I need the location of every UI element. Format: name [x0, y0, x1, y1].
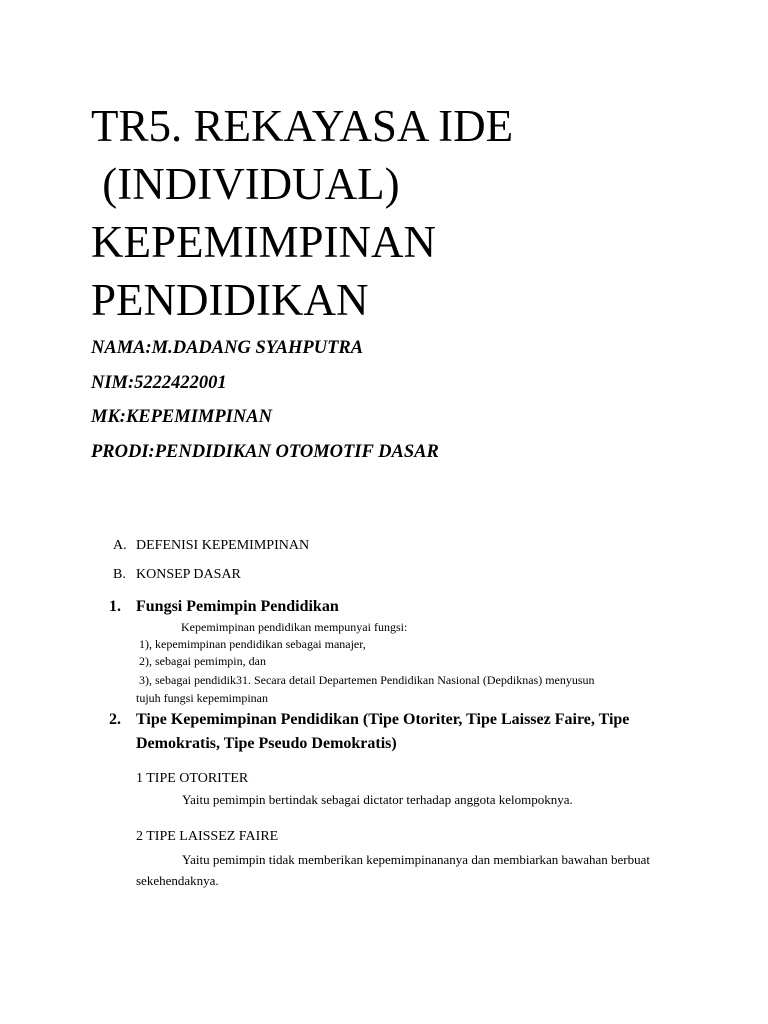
title-line-3: KEPEMIMPINAN [91, 217, 437, 267]
section-a-label: DEFENISI KEPEMIMPINAN [136, 538, 310, 553]
info-prodi: PRODI:PENDIDIKAN OTOMOTIF DASAR [91, 441, 439, 462]
tipe-laissez-title: 2 TIPE LAISSEZ FAIRE [136, 829, 279, 844]
fungsi-item-2: 2), sebagai pemimpin, dan [139, 654, 266, 668]
section-a-marker: A. [113, 538, 127, 553]
fungsi-item-3: 3), sebagai pendidik31. Secara detail Departemen Pendidikan Nasional (Depdiknas) menyusun [139, 673, 595, 687]
fungsi-heading-text: Fungsi Pemimpin Pendidikan [136, 598, 339, 615]
info-mk: MK:KEPEMIMPINAN [91, 407, 272, 427]
tipe-laissez-desc: Yaitu pemimpin tidak memberikan kepemimpinananya dan membiarkan bawahan berbuat sekehendaknya. [136, 852, 650, 888]
title-line-2: (INDIVIDUAL) [91, 159, 400, 209]
tipe-heading-text: Tipe Kepemimpinan Pendidikan (Tipe Otoriter, Tipe Laissez Faire, Tipe Demokratis, Tipe Pseudo Demokratis) [136, 711, 630, 752]
tipe-otoriter-title: 1 TIPE OTORITER [136, 771, 249, 786]
fungsi-intro: Kepemimpinan pendidikan mempunyai fungsi: [181, 620, 408, 634]
section-b-marker: B. [113, 567, 126, 582]
fungsi-item-1: 1), kepemimpinan pendidikan sebagai manajer, [139, 637, 366, 651]
tipe-heading [109, 708, 709, 756]
section-a [113, 538, 309, 554]
info-nim: NIM:5222422001 [91, 372, 227, 393]
tipe-otoriter-desc: Yaitu pemimpin bertindak sebagai dictator terhadap anggota kelompoknya. [182, 792, 573, 807]
fungsi-item-4: tujuh fungsi kepemimpinan [136, 691, 268, 705]
title-line-4: PENDIDIKAN [91, 275, 369, 325]
section-b-label: KONSEP DASAR [136, 567, 241, 582]
title-line-1: TR5. REKAYASA IDE [91, 101, 514, 151]
section-b [113, 567, 241, 583]
student-info [91, 336, 711, 474]
document-title [91, 97, 731, 329]
info-nama: NAMA:M.DADANG SYAHPUTRA [91, 338, 364, 358]
tipe-marker: 2. [109, 711, 121, 728]
fungsi-marker: 1. [109, 598, 121, 615]
fungsi-heading [109, 598, 339, 616]
